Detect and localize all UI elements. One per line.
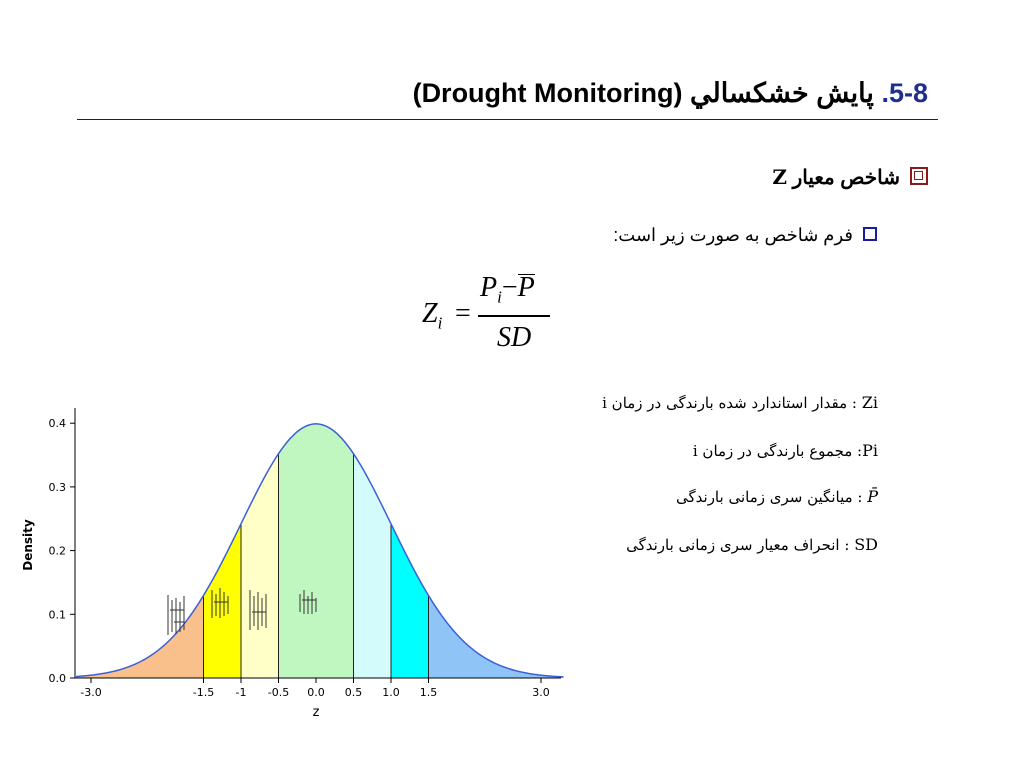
formula-equals: =	[455, 298, 471, 329]
x-tick-label: 1.0	[382, 686, 400, 699]
x-tick-label: 0.5	[344, 686, 363, 699]
title-number: 5-8.	[881, 78, 928, 108]
x-tick-label: -0.5	[267, 686, 290, 699]
bullet-main-var: Z	[772, 165, 788, 189]
x-tick-label: 1.5	[419, 686, 438, 699]
region-1	[204, 524, 242, 678]
x-tick-label: -1.5	[192, 686, 215, 699]
y-axis-label: Density	[21, 519, 35, 571]
formula-numerator: $P_i-P$	[480, 272, 535, 307]
definition-sd: SD : انحراف معیار سری زمانی بارندگی	[626, 535, 878, 554]
bullet-main-text: شاخص معیار	[792, 167, 900, 189]
y-tick-label: 0.1	[48, 608, 66, 622]
x-tick-label: -3.0	[80, 686, 102, 699]
bullet-sub-text: فرم شاخص به صورت زیر است:	[613, 225, 853, 245]
formula-lhs: Z	[422, 298, 438, 329]
y-tick-label: 0.4	[48, 417, 66, 431]
x-tick-label: 0.0	[307, 686, 325, 699]
y-tick-label: 0.0	[48, 672, 66, 685]
x-tick-label: 3.0	[532, 686, 550, 699]
title-text: پايش خشكسالي	[690, 78, 874, 108]
formula-denominator: SD	[497, 322, 532, 353]
region-3	[279, 424, 354, 678]
y-tick-label: 0.2	[48, 544, 66, 558]
y-tick-label: 0.3	[48, 480, 66, 494]
region-5	[391, 524, 429, 678]
region-6	[429, 596, 564, 679]
x-axis-label: z	[312, 705, 320, 720]
definition-pi: Pi: مجموع بارندگی در زمان i	[692, 441, 878, 460]
definition-pbar: P̄ : میانگین سری زمانی بارندگی	[676, 487, 878, 506]
title-english: (Drought Monitoring)	[412, 78, 683, 108]
formula-lhs-sub: i	[437, 313, 443, 333]
definition-zi: Zi : مقدار استاندارد شده بارندگی در زمان i	[602, 393, 878, 412]
x-tick-label: -1	[235, 686, 247, 699]
